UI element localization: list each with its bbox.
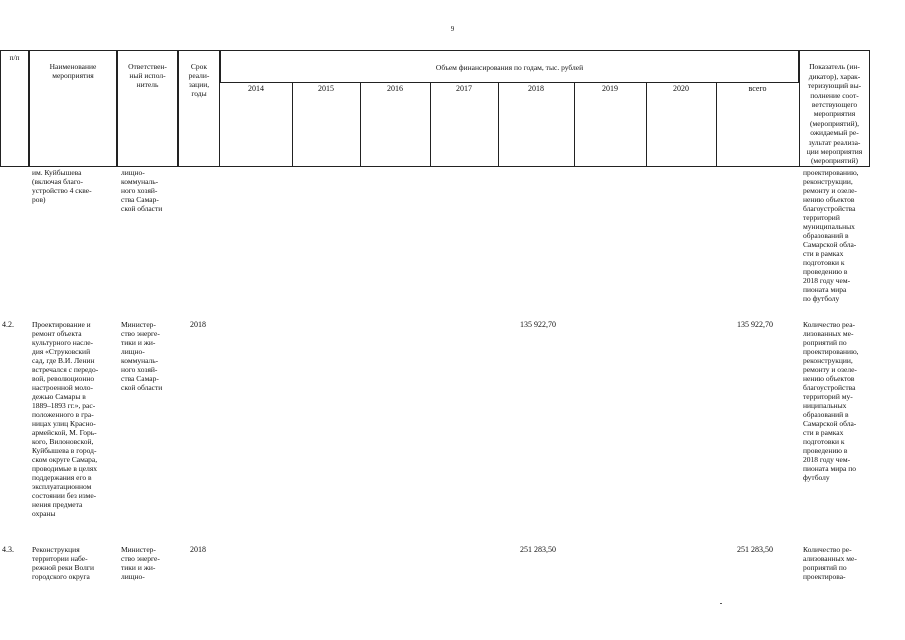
- header-year-2017: 2017: [456, 84, 472, 93]
- row-3-total: 251 283,50: [737, 545, 773, 554]
- header-bottom-line: [220, 166, 799, 167]
- header-year-2016: 2016: [387, 84, 403, 93]
- header-funding-label: Объем финансирования по годам, тыс. рублей: [435, 63, 584, 72]
- header-year-2018: 2018: [528, 84, 544, 93]
- header-col-indicator: [799, 50, 870, 167]
- header-year-total: всего: [748, 84, 767, 93]
- header-year-2019: 2019: [602, 84, 618, 93]
- header-col-term: [178, 50, 220, 167]
- year-divider: [360, 83, 361, 167]
- header-year-2014: 2014: [248, 84, 264, 93]
- row-1-name: им. Куйбышева (включая благо- устройство 4 скве- ров): [32, 168, 92, 204]
- year-divider: [430, 83, 431, 167]
- header-col-name: [29, 50, 117, 167]
- header-col-funding: [220, 50, 799, 83]
- year-divider: [498, 83, 499, 167]
- year-divider: [716, 83, 717, 167]
- header-name-label: Наименование мероприятия: [49, 62, 97, 80]
- row-3-name: Реконструкция территории набе- режной реки Волги городского округа: [32, 545, 95, 581]
- row-2-indicator: Количество реа- лизованных ме- роприятий по проектированию, реконструкции, ремонту и озеле- нению объектов благоустройства территорий му- ниципальных образований в Самарской обла- сти в рамках подготовки к проведению в 2018 году чем- пионата мира по футболу: [803, 320, 859, 482]
- header-year-2020: 2020: [673, 84, 689, 93]
- year-divider: [646, 83, 647, 167]
- page-number: 9: [450, 25, 455, 33]
- year-divider: [292, 83, 293, 167]
- row-3-responsible: Министер- ство энерге- тики и жи- лищно-: [121, 545, 160, 581]
- row-2-amount-2018: 135 922,70: [520, 320, 556, 329]
- row-2-number: 4.2.: [2, 320, 14, 329]
- year-divider: [574, 83, 575, 167]
- row-2-term: 2018: [190, 320, 206, 329]
- row-3-number: 4.3.: [2, 545, 14, 554]
- header-term-label: Срок реали- зации, годы: [188, 62, 210, 98]
- header-col-responsible: [117, 50, 178, 167]
- header-col-num: [0, 50, 29, 167]
- row-2-name: Проектирование и ремонт объекта культурного насле- дия «Струковский сад, где В.И. Ленин встречался с передо- вой, революционно настроенной моло- дежью Самары в 1889–1893 гг.», рас- положенного в гра- ницах улиц Красно- армейской, М. Горь- кого, Вилоновской, Куйбышева в город- ском округе Самара, проводимые в целях поддержания его в эксплуатационном состоянии без изме- нения предмета охраны: [32, 320, 99, 518]
- row-3-indicator: Количество ре- ализованных ме- роприятий по проектирова-: [803, 545, 857, 581]
- row-3-term: 2018: [190, 545, 206, 554]
- row-3-amount-2018: 251 283,50: [520, 545, 556, 554]
- header-responsible-label: Ответствен- ный испол- нитель: [128, 62, 167, 89]
- header-num-label: п/п: [9, 53, 20, 62]
- header-indicator-label: Показатель (ин- дикатор), харак- теризующий вы- полнение соот- ветствующего мероприятия (мероприятий), ожидаемый ре- зультат реализа- ции мероприятия (мероприятий): [806, 62, 863, 166]
- row-1-indicator: проектированию, реконструкции, ремонту и озеле- нению объектов благоустройства территорий муниципальных образований в Самарской обла- сти в рамках подготовки к проведению в 2018 году чем- пионата мира по футболу: [803, 168, 859, 303]
- row-2-total: 135 922,70: [737, 320, 773, 329]
- header-year-2015: 2015: [318, 84, 334, 93]
- row-2-responsible: Министер- ство энерге- тики и жи- лищно- коммуналь- ного хозяй- ства Самар- ской области: [121, 320, 163, 392]
- scan-speck: [720, 603, 722, 604]
- row-1-responsible: лищно- коммуналь- ного хозяй- ства Самар- ской области: [121, 168, 163, 213]
